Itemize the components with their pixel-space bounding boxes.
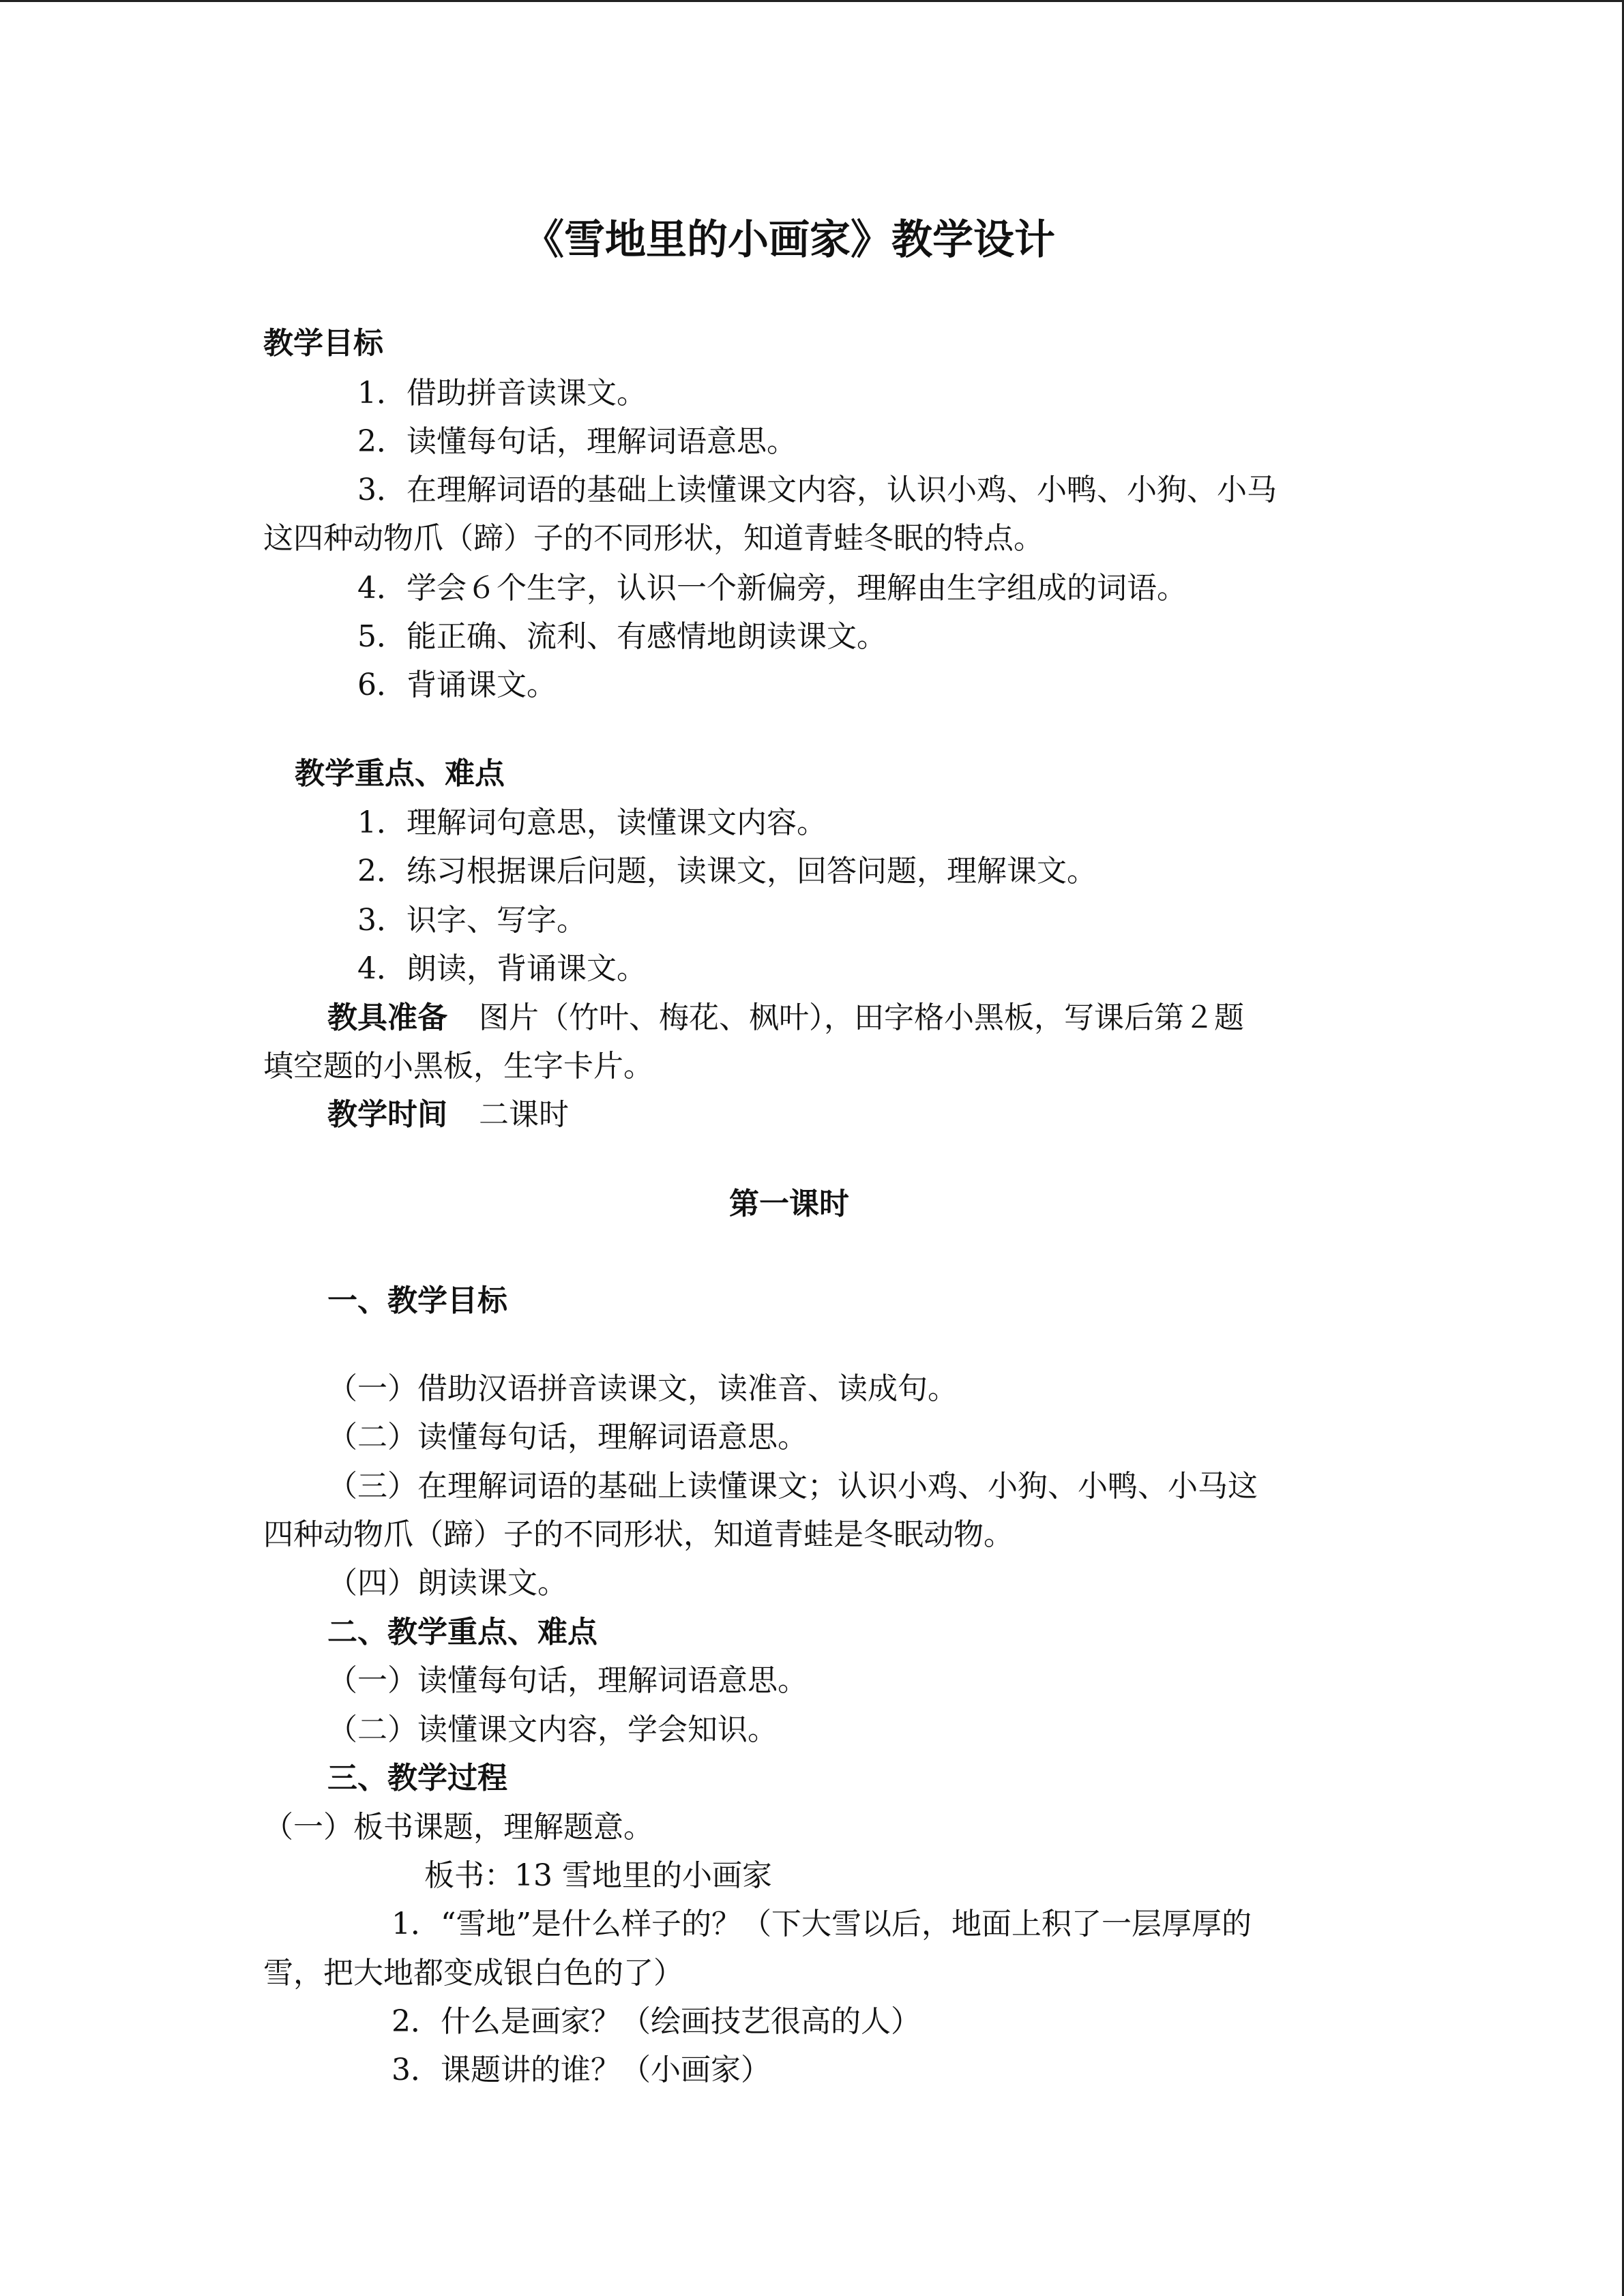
objective-item: 3．在理解词语的基础上读懂课文内容，认识小鸡、小鸭、小狗、小马 [357,473,1277,507]
process-question: 1．“雪地”是什么样子的？（下大雪以后，地面上积了一层厚厚的 [392,1907,1252,1941]
lesson1-heading: 第一课时 [729,1187,849,1221]
lesson1-key-point-item: （二）读懂课文内容，学会知识。 [327,1712,778,1747]
board-writing: 板书：13 雪地里的小画家 [424,1858,772,1893]
process-step: （一）板书课题，理解题意。 [263,1810,653,1845]
lesson1-objective-item: （一）借助汉语拼音读课文，读准音、读成句。 [327,1371,958,1406]
objective-item: 4．学会６个生字，认识一个新偏旁，理解由生字组成的词语。 [357,571,1187,606]
key-point-item: 2．练习根据课后问题，读课文，回答问题，理解课文。 [357,854,1097,889]
materials-text-continued: 填空题的小黑板，生字卡片。 [263,1049,653,1084]
key-points-heading: 教学重点、难点 [295,756,505,791]
time-label: 教学时间 [327,1097,447,1132]
objective-item: 6．背诵课文。 [357,668,557,702]
lesson1-objective-item: （二）读懂每句话，理解词语意思。 [327,1420,808,1455]
materials-line [327,998,1244,1039]
materials-label: 教具准备 [327,1000,447,1035]
process-question-continued: 雪，把大地都变成银白色的了） [263,1956,683,1991]
lesson1-objective-item: （三）在理解词语的基础上读懂课文；认识小鸡、小狗、小鸭、小马这 [327,1469,1258,1504]
objective-item: 2．读懂每句话，理解词语意思。 [357,424,797,459]
objective-item: 5．能正确、流利、有感情地朗读课文。 [357,619,887,654]
document-title: 《雪地里的小画家》教学设计 [523,216,1055,264]
lesson1-section3-heading: 三、教学过程 [327,1761,507,1795]
lesson1-objective-item: （四）朗读课文。 [327,1566,567,1600]
lesson1-section2-heading: 二、教学重点、难点 [327,1615,597,1650]
time-value: 二课时 [479,1097,569,1132]
key-point-item: 3．识字、写字。 [357,903,587,938]
key-point-item: 4．朗读，背诵课文。 [357,951,647,986]
objectives-heading: 教学目标 [263,326,383,361]
key-point-item: 1．理解词句意思，读懂课文内容。 [357,805,827,840]
time-line [327,1094,569,1135]
lesson1-section1-heading: 一、教学目标 [327,1283,507,1318]
process-question: 2．什么是画家？（绘画技艺很高的人） [392,2004,921,2039]
lesson1-objective-item-continued: 四种动物爪（蹄）子的不同形状，知道青蛙是冬眠动物。 [263,1517,1014,1552]
process-question: 3．课题讲的谁？（小画家） [392,2053,771,2087]
objective-item-continued: 这四种动物爪（蹄）子的不同形状，知道青蛙冬眠的特点。 [263,521,1044,556]
lesson1-key-point-item: （一）读懂每句话，理解词语意思。 [327,1663,808,1698]
objective-item: 1．借助拼音读课文。 [357,376,647,411]
materials-text: 图片（竹叶、梅花、枫叶），田字格小黑板，写课后第２题 [479,1000,1244,1035]
